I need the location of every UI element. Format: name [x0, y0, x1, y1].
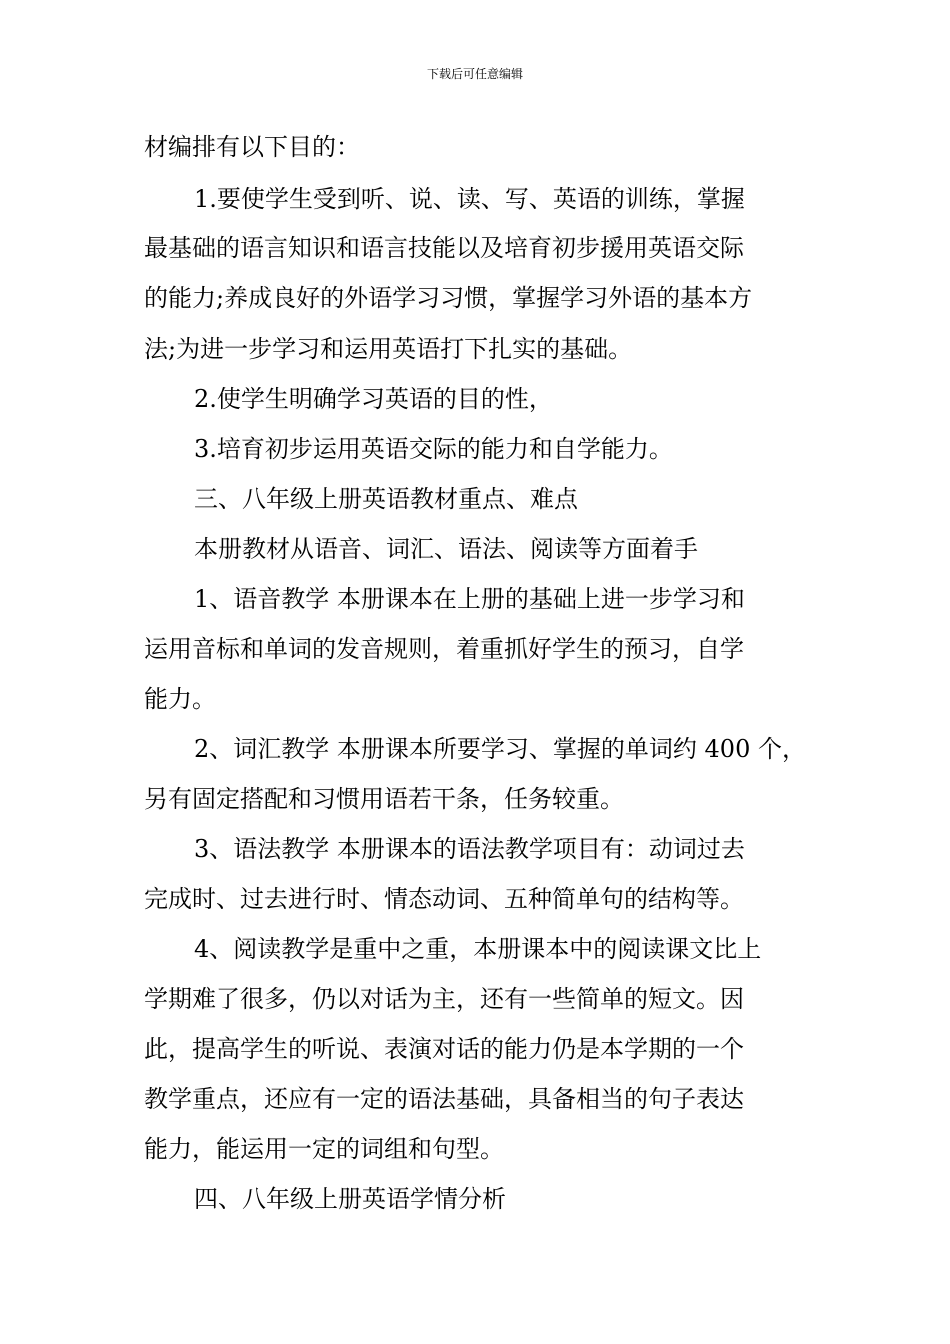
section-heading: 三、八年级上册英语教材重点、难点	[194, 485, 578, 513]
text-line: 法;为进一步学习和运用英语打下扎实的基础。	[144, 335, 633, 363]
text-line: 学期难了很多，仍以对话为主，还有一些简单的短文。因	[144, 985, 744, 1013]
text-line: 3、语法教学 本册课本的语法教学项目有：动词过去	[194, 835, 745, 863]
page-header: 下载后可任意编辑	[426, 67, 523, 81]
text-line: 3.培育初步运用英语交际的能力和自学能力。	[194, 435, 673, 463]
text-line: 本册教材从语音、词汇、语法、阅读等方面着手	[194, 535, 698, 563]
text-line: 最基础的语言知识和语言技能以及培育初步援用英语交际	[144, 234, 744, 262]
text-line: 2.使学生明确学习英语的目的性，	[194, 385, 553, 413]
text-line: 4、阅读教学是重中之重，本册课本中的阅读课文比上	[194, 935, 762, 963]
text-line: 能力，能运用一定的词组和句型。	[144, 1135, 504, 1163]
text-line: 教学重点，还应有一定的语法基础，具备相当的句子表达	[144, 1085, 744, 1113]
text-line: 此，提高学生的听说、表演对话的能力仍是本学期的一个	[144, 1035, 744, 1063]
text-line: 的能力;养成良好的外语学习习惯，掌握学习外语的基本方	[144, 284, 753, 312]
text-line: 能力。	[144, 685, 216, 713]
text-line: 1、语音教学 本册课本在上册的基础上进一步学习和	[194, 585, 745, 613]
text-line: 材编排有以下目的：	[144, 133, 360, 161]
text-line: 运用音标和单词的发音规则，着重抓好学生的预习，自学	[144, 635, 744, 663]
section-heading: 四、八年级上册英语学情分析	[194, 1185, 506, 1213]
text-line: 完成时、过去进行时、情态动词、五种简单句的结构等。	[144, 885, 744, 913]
text-line: 1.要使学生受到听、说、读、写、英语的训练，掌握	[194, 185, 745, 213]
text-line: 2、词汇教学 本册课本所要学习、掌握的单词约 400 个，	[194, 735, 806, 763]
text-line: 另有固定搭配和习惯用语若干条，任务较重。	[144, 785, 624, 813]
